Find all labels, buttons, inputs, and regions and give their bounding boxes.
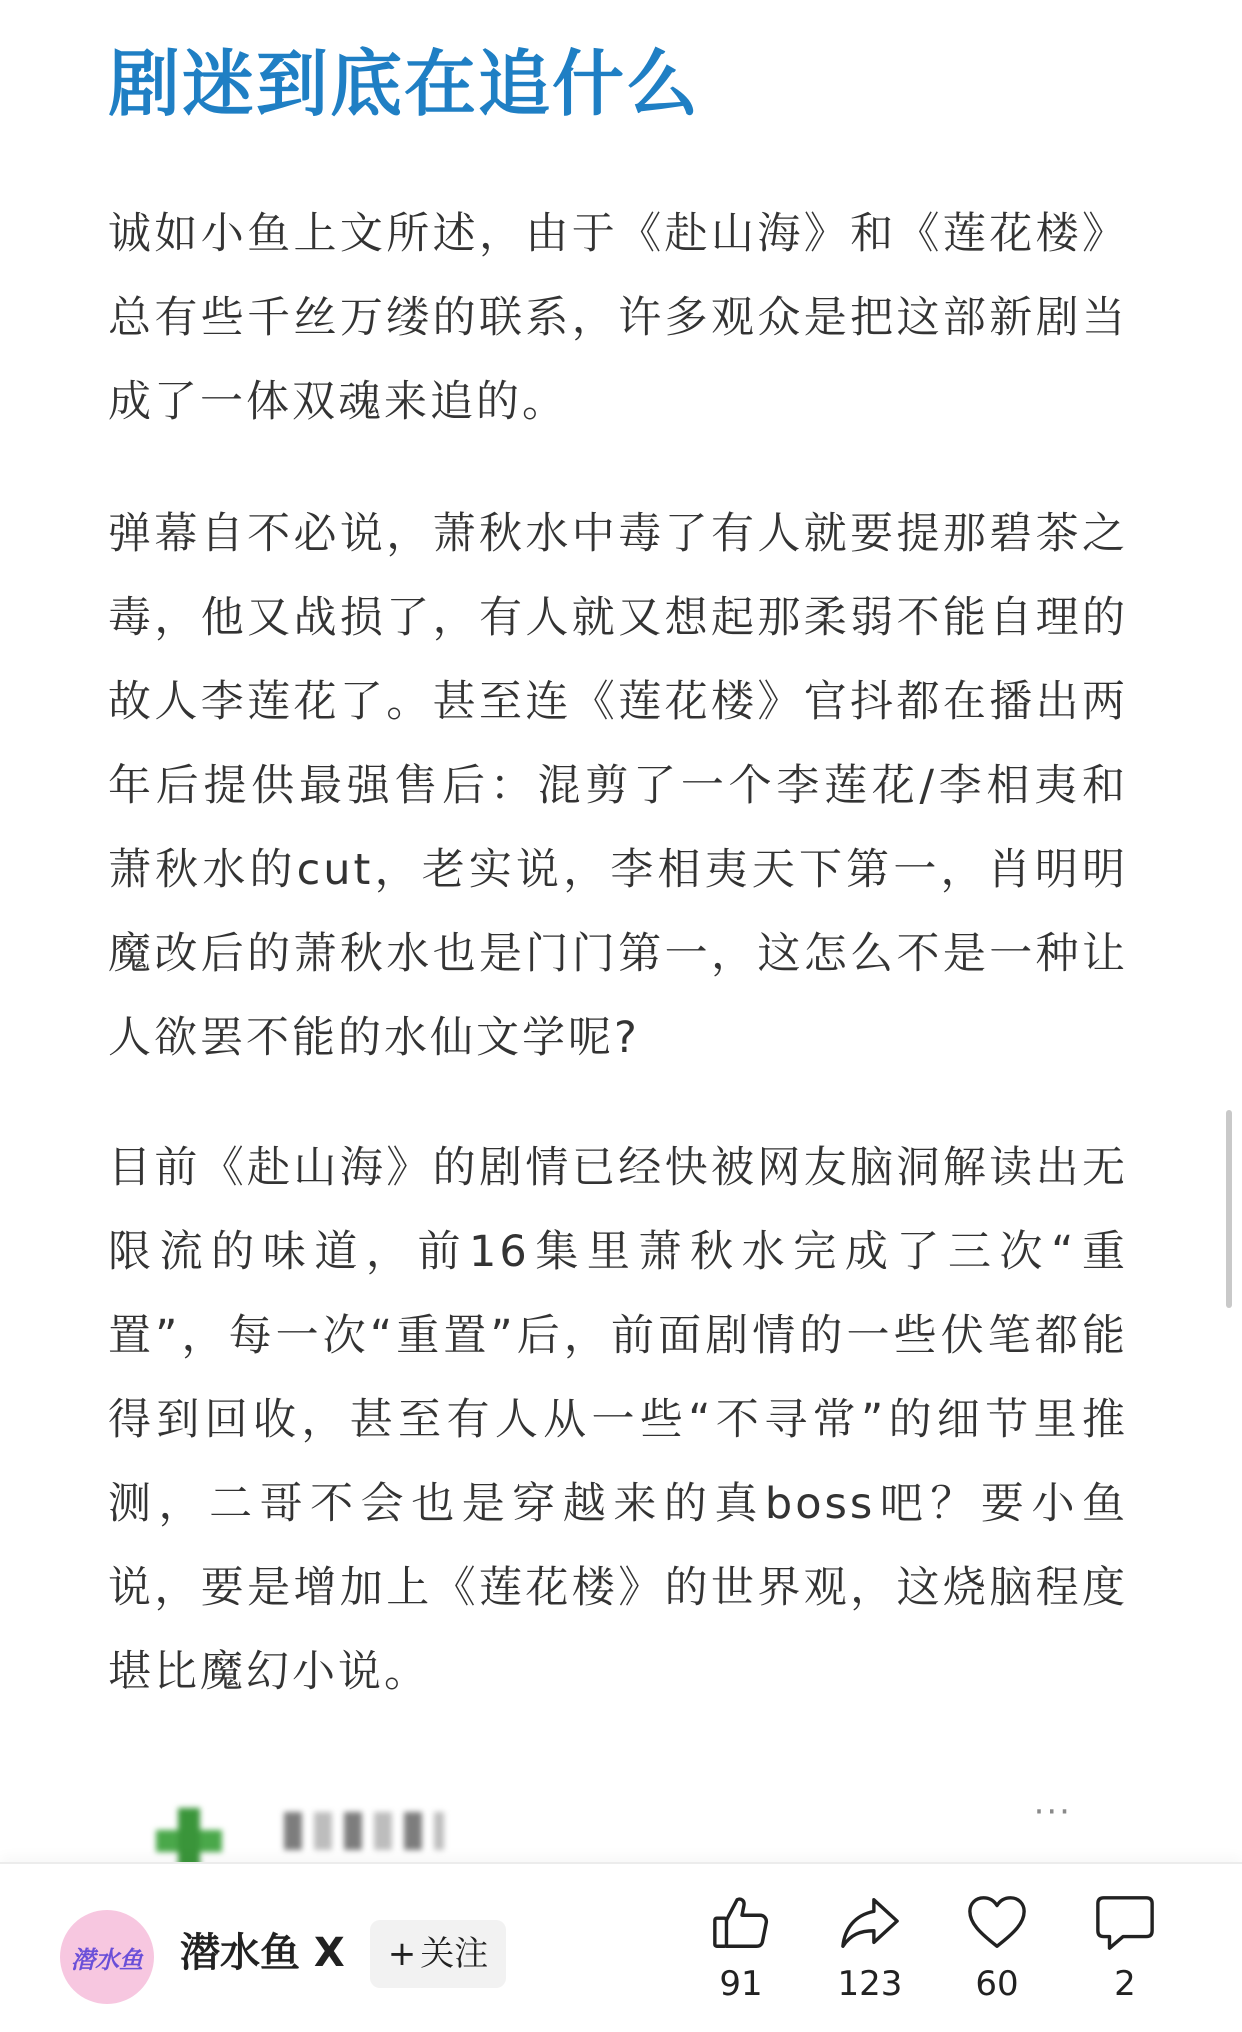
author-avatar-logo-text: 潜水鱼	[71, 1946, 143, 1974]
like-button[interactable]	[676, 1892, 806, 2022]
embedded-post-card[interactable]	[140, 1792, 1100, 1862]
share-arrow-icon	[839, 1892, 901, 1954]
comment-bubble-icon	[1094, 1892, 1156, 1954]
article-paragraph: 诚如小鱼上文所述，由于《赴山海》和《莲花楼》总有些千丝万缕的联系，许多观众是把这部新剧当成了一体双魂来追的。	[108, 209, 1128, 427]
share-count: 123	[837, 1964, 903, 2004]
comment-count: 2	[1114, 1964, 1136, 2004]
scrollbar[interactable]	[1226, 1110, 1232, 1308]
article-paragraph: 弹幕自不必说，萧秋水中毒了有人就要提那碧茶之毒，他又战损了，有人就又想起那柔弱不能自理的故人李莲花了。甚至连《莲花楼》官抖都在播出两年后提供最强售后：混剪了一个李莲花/李相夷和萧秋水的cut，老实说，李相夷天下第一，肖明明魔改后的萧秋水也是门门第一，这怎么不是一种让人欲罢不能的水仙文学呢?	[108, 509, 1128, 1063]
favorite-count: 60	[975, 1964, 1019, 2004]
like-count: 91	[719, 1964, 763, 2004]
follow-button[interactable]	[370, 1920, 506, 1988]
plus-icon: +	[387, 1934, 417, 1974]
comment-button[interactable]	[1060, 1892, 1190, 2022]
article-paragraph: 目前《赴山海》的剧情已经快被网友脑洞解读出无限流的味道，前16集里萧秋水完成了三次“重置”，每一次“重置”后，前面剧情的一些伏笔都能得到回收，甚至有人从一些“不寻常”的细节里推测，二哥不会也是穿越来的真boss吧？要小鱼说，要是增加上《莲花楼》的世界观，这烧脑程度堪比魔幻小说。	[108, 1143, 1128, 1697]
thumbs-up-icon	[710, 1892, 772, 1954]
bottom-action-bar	[0, 1862, 1242, 2032]
article-title: 剧迷到底在追什么	[108, 42, 701, 126]
share-button[interactable]	[805, 1892, 935, 2022]
favorite-button[interactable]	[932, 1892, 1062, 2022]
author-avatar[interactable]	[60, 1910, 154, 2004]
embedded-post-author-blurred	[284, 1812, 444, 1850]
embedded-post-avatar	[156, 1808, 222, 1862]
more-options-icon[interactable]: ···	[1033, 1792, 1072, 1832]
author-name[interactable]: 潜水鱼 X	[180, 1930, 345, 1976]
heart-icon	[966, 1892, 1028, 1954]
follow-button-label: 关注	[420, 1934, 489, 1974]
